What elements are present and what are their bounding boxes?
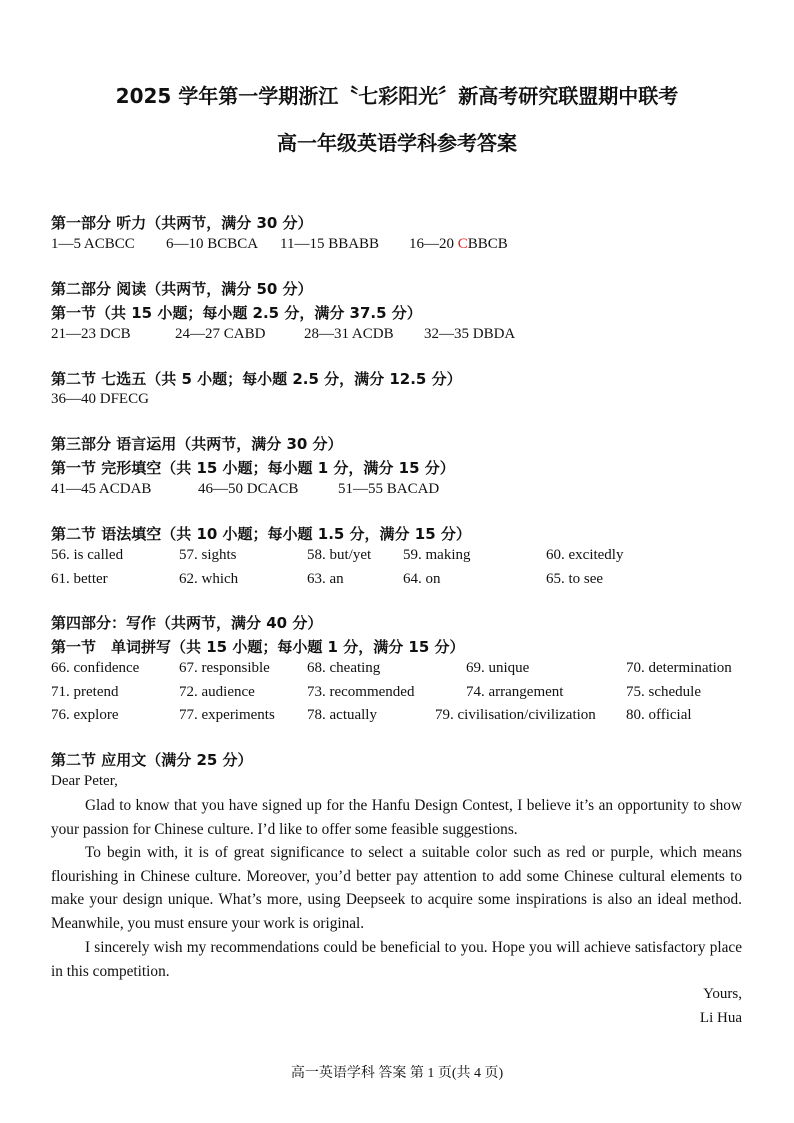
letter-paragraph-2: To begin with, it is of great significance to select a suitable color such as red or purple, which means flourishing in Chinese culture. Moreover, you’d better pay attention to add some Chinese cultural elements to make your design unique. What’s more, using Deepseek to acquire some inspirations is also an ideal method. Meanwhile, you must ensure your work is original. [51, 844, 742, 932]
spelling-answer: 75. schedule [626, 684, 701, 700]
grammar-answer: 61. better [51, 571, 108, 587]
answer-group: 41—45 ACDAB [51, 481, 152, 497]
answer-prefix: 16—20 [409, 236, 458, 252]
grammar-answer: 63. an [307, 571, 344, 587]
grammar-answer: 64. on [403, 571, 441, 587]
answer-group: 1—5 ACBCC [51, 236, 135, 252]
answer-group: 36—40 DFECG [51, 391, 149, 407]
part3-section2-heading: 第二节 语法填空（共 10 小题；每小题 1.5 分，满分 15 分） [51, 525, 471, 543]
exam-title: 2025 学年第一学期浙江〝七彩阳光〞新高考研究联盟期中联考 [115, 84, 679, 108]
answer-group: 32—35 DBDA [424, 326, 516, 342]
letter-closing: Yours, [703, 986, 742, 1002]
part2-section1-heading: 第一节（共 15 小题；每小题 2.5 分，满分 37.5 分） [51, 304, 422, 322]
answer-rest: BBCB [467, 236, 508, 252]
spelling-answer: 68. cheating [307, 660, 381, 676]
part4-section1-heading: 第一节 单词拼写（共 15 小题；每小题 1 分，满分 15 分） [51, 638, 465, 656]
spelling-answer: 79. civilisation/civilization [435, 707, 596, 723]
grammar-answer: 62. which [179, 571, 239, 587]
answer-group-16-20 [409, 236, 508, 253]
spelling-answer: 80. official [626, 707, 692, 723]
grammar-answer: 59. making [403, 547, 471, 563]
grammar-answer: 58. but/yet [307, 547, 372, 563]
spelling-answer: 76. explore [51, 707, 119, 723]
spelling-answer: 70. determination [626, 660, 732, 676]
part4-section2-heading: 第二节 应用文（满分 25 分） [51, 751, 253, 769]
answer-group: 11—15 BBABB [280, 236, 380, 252]
answer-group: 46—50 DCACB [198, 481, 299, 497]
letter-signature: Li Hua [699, 1010, 742, 1026]
part2-section2-heading: 第二节 七选五（共 5 小题；每小题 2.5 分，满分 12.5 分） [51, 370, 462, 388]
spelling-answer: 74. arrangement [466, 684, 564, 700]
spelling-answer: 77. experiments [179, 707, 275, 723]
spelling-answer: 78. actually [307, 707, 377, 723]
salutation-text: Dear Peter, [51, 773, 118, 789]
spelling-answer: 69. unique [466, 660, 530, 676]
answer-group: 21—23 DCB [51, 326, 131, 342]
answer-group: 28—31 ACDB [304, 326, 394, 342]
spelling-answer: 71. pretend [51, 684, 119, 700]
spelling-answer: 73. recommended [307, 684, 415, 700]
grammar-answer: 57. sights [179, 547, 237, 563]
grammar-answer: 65. to see [546, 571, 604, 587]
answer-group: 24—27 CABD [175, 326, 266, 342]
spelling-answer: 67. responsible [179, 660, 270, 676]
spelling-answer: 72. audience [179, 684, 255, 700]
answer-key-title: 高一年级英语学科参考答案 [277, 131, 517, 155]
answer-group: 6—10 BCBCA [166, 236, 259, 252]
part3-heading: 第三部分 语言运用（共两节，满分 30 分） [51, 435, 343, 453]
grammar-answer: 60. excitedly [546, 547, 624, 563]
part3-section1-heading: 第一节 完形填空（共 15 小题；每小题 1 分，满分 15 分） [51, 459, 455, 477]
grammar-answer: 56. is called [51, 547, 124, 563]
answer-group: 51—55 BACAD [338, 481, 440, 497]
letter-paragraph-3: I sincerely wish my recommendations could be beneficial to you. Hope you will achieve satisfactory place in this competition. [51, 939, 742, 980]
part2-heading: 第二部分 阅读（共两节，满分 50 分） [51, 280, 313, 298]
part1-heading: 第一部分 听力（共两节，满分 30 分） [51, 214, 313, 232]
highlighted-answer: C [457, 236, 468, 252]
spelling-answer: 66. confidence [51, 660, 140, 676]
letter-paragraph-1: Glad to know that you have signed up for the Hanfu Design Contest, I believe it’s an opportunity to show your passion for Chinese culture. I’d like to offer some feasible suggestions. [51, 797, 742, 838]
page-footer: 高一英语学科 答案 第 1 页(共 4 页) [290, 1066, 504, 1081]
part4-heading: 第四部分：写作（共两节，满分 40 分） [51, 614, 323, 632]
